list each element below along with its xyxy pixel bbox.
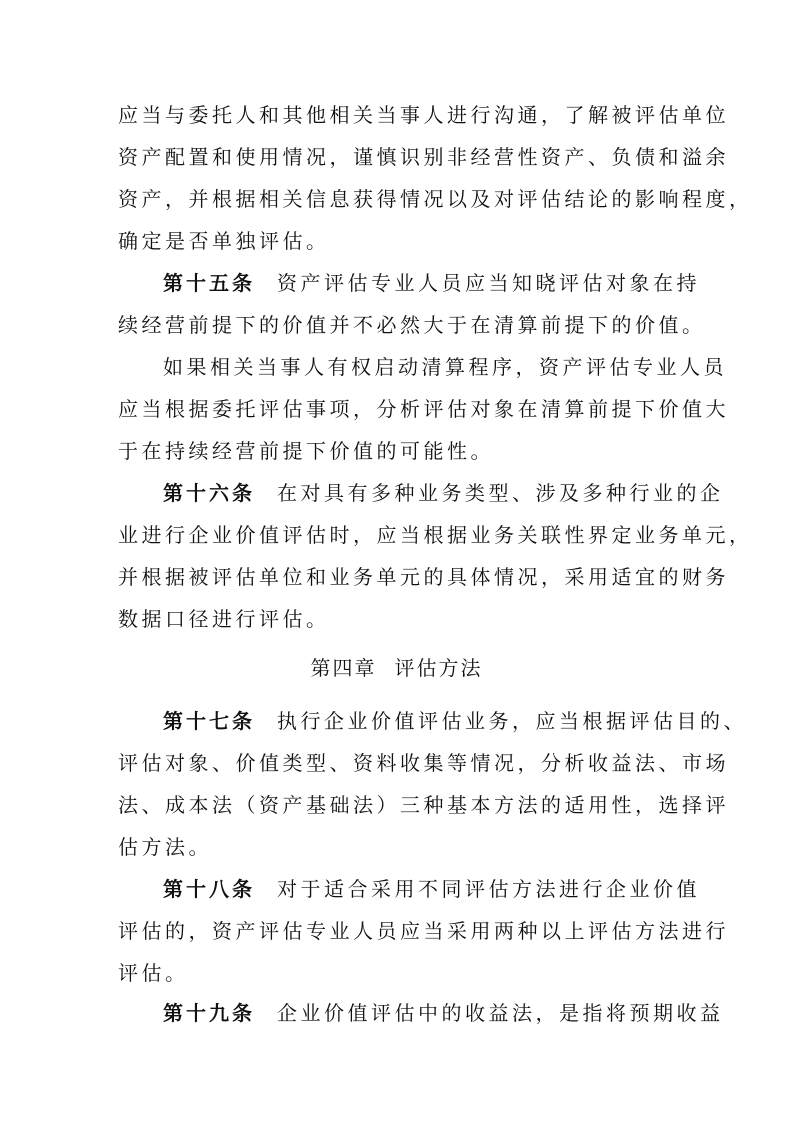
article-17-label: 第十七条 — [163, 709, 255, 733]
article-15-label: 第十五条 — [163, 271, 255, 295]
chapter-title: 评估方法 — [394, 656, 483, 680]
article-17-text: 执行企业价值评估业务，应当根据评估目的、 — [277, 709, 747, 733]
paragraph-line: 法、成本法（资产基础法）三种基本方法的适用性，选择评 — [118, 793, 729, 817]
paragraph-line: 资产，并根据相关信息获得情况以及对评估结论的影响程度， — [118, 187, 753, 211]
paragraph-line: 评估的，资产评估专业人员应当采用两种以上评估方法进行 — [118, 919, 729, 943]
article-16-label: 第十六条 — [163, 481, 255, 505]
chapter-heading — [0, 656, 793, 680]
article-15-text: 资产评估专业人员应当知晓评估对象在持 — [277, 271, 700, 295]
article-19-text: 企业价值评估中的收益法，是指将预期收益 — [277, 1001, 724, 1025]
paragraph-line: 估方法。 — [118, 835, 212, 859]
paragraph-line: 评估。 — [118, 961, 189, 985]
paragraph-line: 数据口径进行评估。 — [118, 607, 330, 631]
paragraph-line: 如果相关当事人有权启动清算程序，资产评估专业人员 — [163, 355, 727, 379]
paragraph-line: 业进行企业价值评估时，应当根据业务关联性界定业务单元， — [118, 523, 753, 547]
article-18-text: 对于适合采用不同评估方法进行企业价值 — [277, 877, 700, 901]
chapter-number: 第四章 — [310, 656, 377, 680]
article-15-line — [163, 271, 700, 295]
article-19-label: 第十九条 — [163, 1001, 255, 1025]
article-18-line — [163, 877, 700, 901]
article-16-line — [163, 481, 724, 505]
article-19-line — [163, 1001, 724, 1025]
paragraph-line: 应当与委托人和其他相关当事人进行沟通，了解被评估单位 — [118, 103, 729, 127]
article-17-line — [163, 709, 747, 733]
article-16-text: 在对具有多种业务类型、涉及多种行业的企 — [277, 481, 724, 505]
paragraph-line: 资产配置和使用情况，谨慎识别非经营性资产、负债和溢余 — [118, 145, 729, 169]
paragraph-line: 于在持续经营前提下价值的可能性。 — [118, 439, 494, 463]
paragraph-line: 续经营前提下的价值并不必然大于在清算前提下的价值。 — [118, 313, 706, 337]
paragraph-line: 确定是否单独评估。 — [118, 229, 330, 253]
paragraph-line: 并根据被评估单位和业务单元的具体情况，采用适宜的财务 — [118, 565, 729, 589]
article-18-label: 第十八条 — [163, 877, 255, 901]
paragraph-line: 应当根据委托评估事项，分析评估对象在清算前提下价值大 — [118, 397, 729, 421]
paragraph-line: 评估对象、价值类型、资料收集等情况，分析收益法、市场 — [118, 751, 729, 775]
